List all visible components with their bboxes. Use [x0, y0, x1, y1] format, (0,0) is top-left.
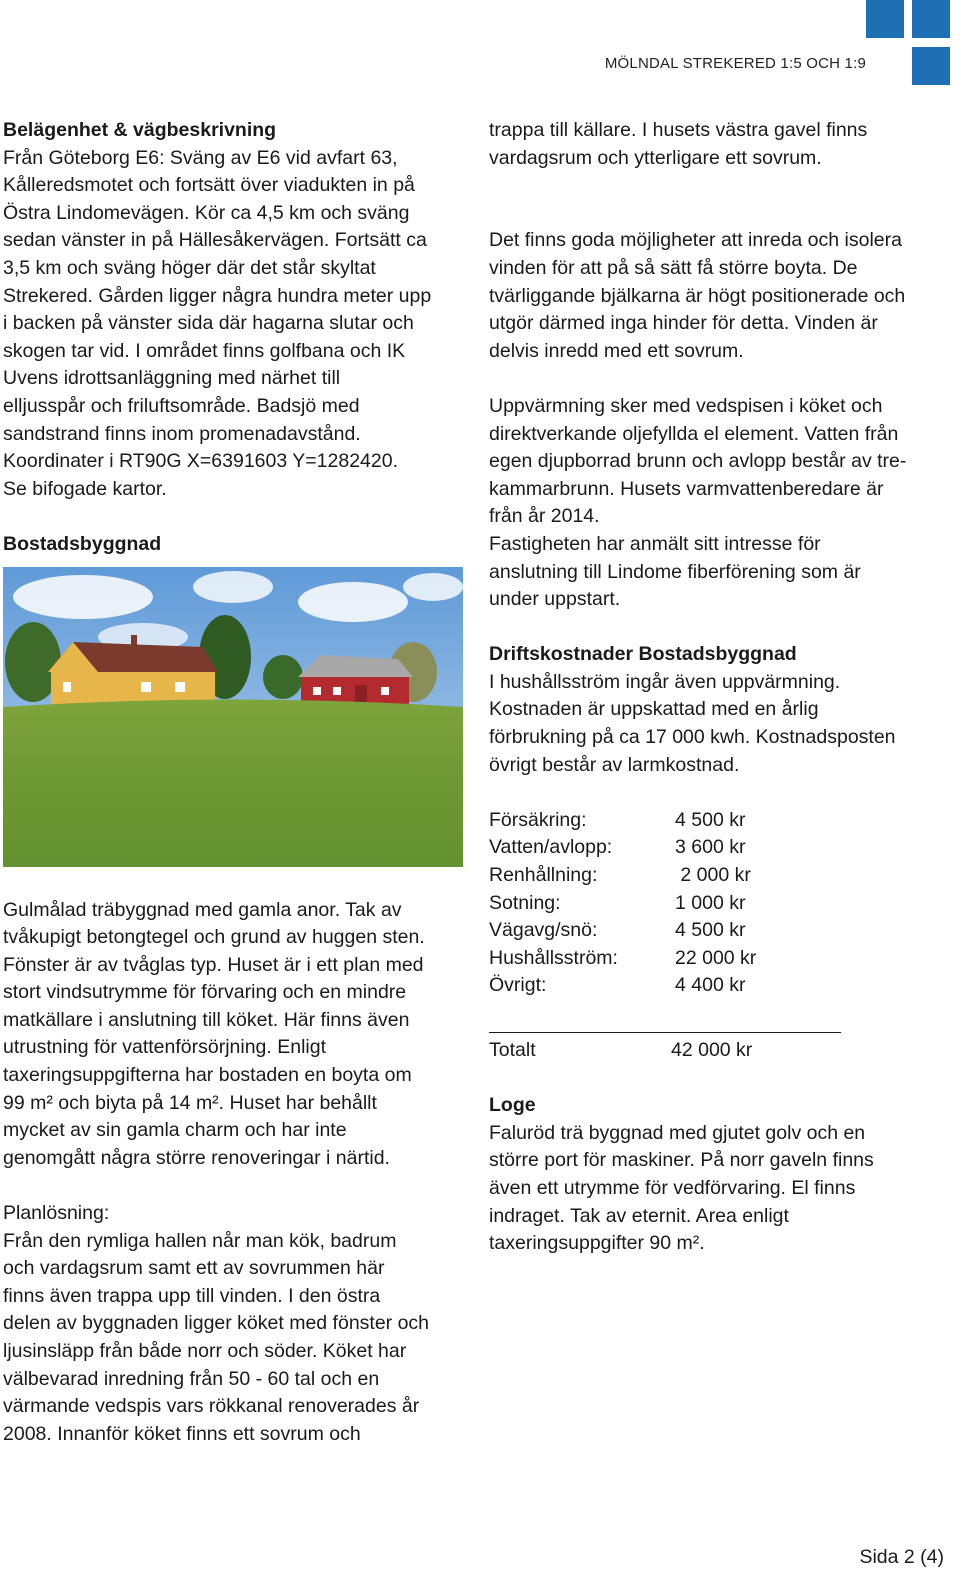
location-heading: Belägenhet & vägbeskrivning	[3, 119, 277, 141]
text-line: finns även trappa upp till vinden. I den östra	[3, 1284, 381, 1307]
plan-text	[3, 1228, 465, 1449]
text-line: större port för maskiner. På norr gaveln finns	[489, 1149, 874, 1172]
total-divider	[489, 1032, 841, 1033]
logo-square	[866, 0, 904, 38]
attic-text	[489, 227, 949, 365]
text-line: taxeringsuppgifterna har bostaden en boyta om	[3, 1064, 412, 1087]
location-text	[3, 145, 465, 504]
text-line: sedan vänster in på Hällesåkervägen. Fortsätt ca	[3, 229, 427, 252]
text-line: stort vindsutrymme för förvaring och en mindre	[3, 981, 407, 1004]
text-line: värmande vedspis vars rökkanal renoverades år	[3, 1395, 420, 1418]
text-line: delen av byggnaden ligger köket med fönster och	[3, 1312, 430, 1335]
page-number: Sida 2 (4)	[859, 1546, 944, 1568]
text-line: trappa till källare. I husets västra gavel finns	[489, 119, 868, 141]
text-line: indraget. Tak av eternit. Area enligt	[489, 1204, 789, 1227]
text-line: vinden för att på så sätt få större boyta. De	[489, 256, 858, 279]
farm-photo	[3, 567, 463, 867]
text-line: i backen på vänster sida där hagarna slutar och	[3, 312, 414, 335]
logo-square	[912, 47, 950, 85]
cost-value: 1 000 kr	[675, 891, 746, 914]
text-line: kammarbrunn. Husets varmvattenberedare är	[489, 477, 884, 500]
text-line: vardagsrum och ytterligare ett sovrum.	[489, 146, 822, 169]
text-line: Koordinater i RT90G X=6391603 Y=1282420.	[3, 450, 398, 473]
text-line: Uppvärmning sker med vedspisen i köket och	[489, 394, 883, 417]
building-heading: Bostadsbyggnad	[3, 532, 162, 555]
text-line: övrigt består av larmkostnad.	[489, 753, 740, 776]
cost-label: Sotning:	[489, 891, 561, 914]
text-line: mycket av sin gamla charm och har inte	[3, 1119, 347, 1142]
cost-value: 2 000 kr	[675, 864, 751, 887]
cost-label: Vägavg/snö:	[489, 919, 598, 942]
cost-label: Hushållsström:	[489, 946, 618, 969]
costs-heading: Driftskostnader Bostadsbyggnad	[489, 643, 797, 666]
text-line: delvis inredd med ett sovrum.	[489, 339, 744, 362]
text-line: genomgått några större renoveringar i närtid.	[3, 1146, 390, 1169]
right-column	[489, 117, 949, 1258]
table-row	[489, 862, 756, 890]
total-row	[489, 1037, 752, 1065]
text-line: anslutning till Lindome fiberförening som är	[489, 560, 861, 583]
text-line: utrustning för vattenförsörjning. Enligt	[3, 1036, 327, 1059]
total-table	[489, 1037, 752, 1065]
left-column	[3, 117, 465, 1448]
loge-text	[489, 1120, 949, 1258]
table-row	[489, 890, 756, 918]
text-line: Fastigheten har anmält sitt intresse för	[489, 532, 821, 555]
text-line: 3,5 km och sväng höger där det står skyltat	[3, 256, 376, 279]
total-label: Totalt	[489, 1039, 536, 1061]
text-line: tvärliggande bjälkarna är högt positionerade och	[489, 284, 906, 307]
text-line: Östra Lindomevägen. Kör ca 4,5 km och sväng	[3, 201, 410, 224]
text-line: elljusspår och friluftsområde. Badsjö med	[3, 394, 360, 417]
text-line: Gulmålad träbyggnad med gamla anor. Tak av	[3, 898, 402, 921]
text-line: skogen tar vid. I området finns golfbana och IK	[3, 339, 406, 362]
text-line: egen djupborrad brunn och avlopp består av tre-	[489, 450, 907, 473]
text-line: tvåkupigt betongtegel och grund av huggen sten.	[3, 926, 425, 949]
text-line: välbevarad inredning från 50 - 60 tal och en	[3, 1367, 380, 1390]
loge-heading: Loge	[489, 1094, 536, 1117]
continued-text	[489, 117, 949, 172]
table-row	[489, 945, 756, 973]
text-line: Se bifogade kartor.	[3, 477, 167, 500]
text-line: Fönster är av tvåglas typ. Huset är i ett plan med	[3, 953, 424, 976]
text-line: taxeringsuppgifter 90 m².	[489, 1232, 705, 1255]
logo-square	[912, 0, 950, 38]
text-line: Kostnaden är uppskattad med en årlig	[489, 698, 819, 721]
text-line: direktverkande oljefyllda el element. Vatten från	[489, 422, 899, 445]
text-line: från år 2014.	[489, 505, 600, 528]
cost-value: 4 400 kr	[675, 974, 746, 997]
text-line: förbrukning på ca 17 000 kwh. Kostnadsposten	[489, 726, 896, 749]
text-line: ljusinsläpp från både norr och söder. Köket har	[3, 1340, 407, 1362]
text-line: Kålleredsmotet och fortsätt över viadukten in på	[3, 174, 415, 197]
text-line: 2008. Innanför köket finns ett sovrum och	[3, 1422, 361, 1445]
heating-text	[489, 393, 949, 614]
text-line: Från Göteborg E6: Sväng av E6 vid avfart 63,	[3, 146, 398, 169]
text-line: och vardagsrum samt ett av sovrummen här	[3, 1257, 385, 1280]
cost-value: 4 500 kr	[675, 919, 746, 942]
cost-value: 22 000 kr	[675, 946, 757, 969]
page-header-title: MÖLNDAL STREKERED 1:5 OCH 1:9	[604, 55, 866, 72]
cost-label: Övrigt:	[489, 974, 547, 997]
text-line: Från den rymliga hallen når man kök, badrum	[3, 1229, 397, 1252]
text-line: utgör därmed inga hinder för detta. Vinden är	[489, 312, 878, 335]
table-row	[489, 972, 756, 1000]
text-line: Strekered. Gården ligger några hundra meter upp	[3, 284, 432, 307]
cost-value: 4 500 kr	[675, 808, 746, 831]
plan-label: Planlösning:	[3, 1202, 110, 1225]
cost-label: Renhållning:	[489, 864, 598, 887]
text-line: I hushållsström ingår även uppvärmning.	[489, 670, 841, 693]
cost-table	[489, 807, 756, 1000]
text-line: Faluröd trä byggnad med gjutet golv och en	[489, 1121, 866, 1144]
brand-logo	[0, 0, 960, 90]
cost-value: 3 600 kr	[675, 836, 746, 859]
total-value: 42 000 kr	[671, 1039, 753, 1061]
cost-label: Vatten/avlopp:	[489, 836, 613, 859]
table-row	[489, 917, 756, 945]
text-line: under uppstart.	[489, 588, 621, 611]
text-line: även ett utrymme för vedförvaring. El finns	[489, 1176, 856, 1199]
cost-label: Försäkring:	[489, 808, 587, 831]
text-line: Uvens idrottsanläggning med närhet till	[3, 367, 341, 390]
text-line: sandstrand finns inom promenadavstånd.	[3, 422, 361, 445]
costs-text	[489, 669, 949, 779]
building-text	[3, 897, 465, 1173]
text-line: matkällare i anslutning till köket. Här finns även	[3, 1008, 410, 1031]
table-row	[489, 807, 756, 835]
text-line: 99 m² och biyta på 14 m². Huset har behållt	[3, 1091, 377, 1114]
text-line: Det finns goda möjligheter att inreda och isolera	[489, 229, 902, 252]
table-row	[489, 834, 756, 862]
